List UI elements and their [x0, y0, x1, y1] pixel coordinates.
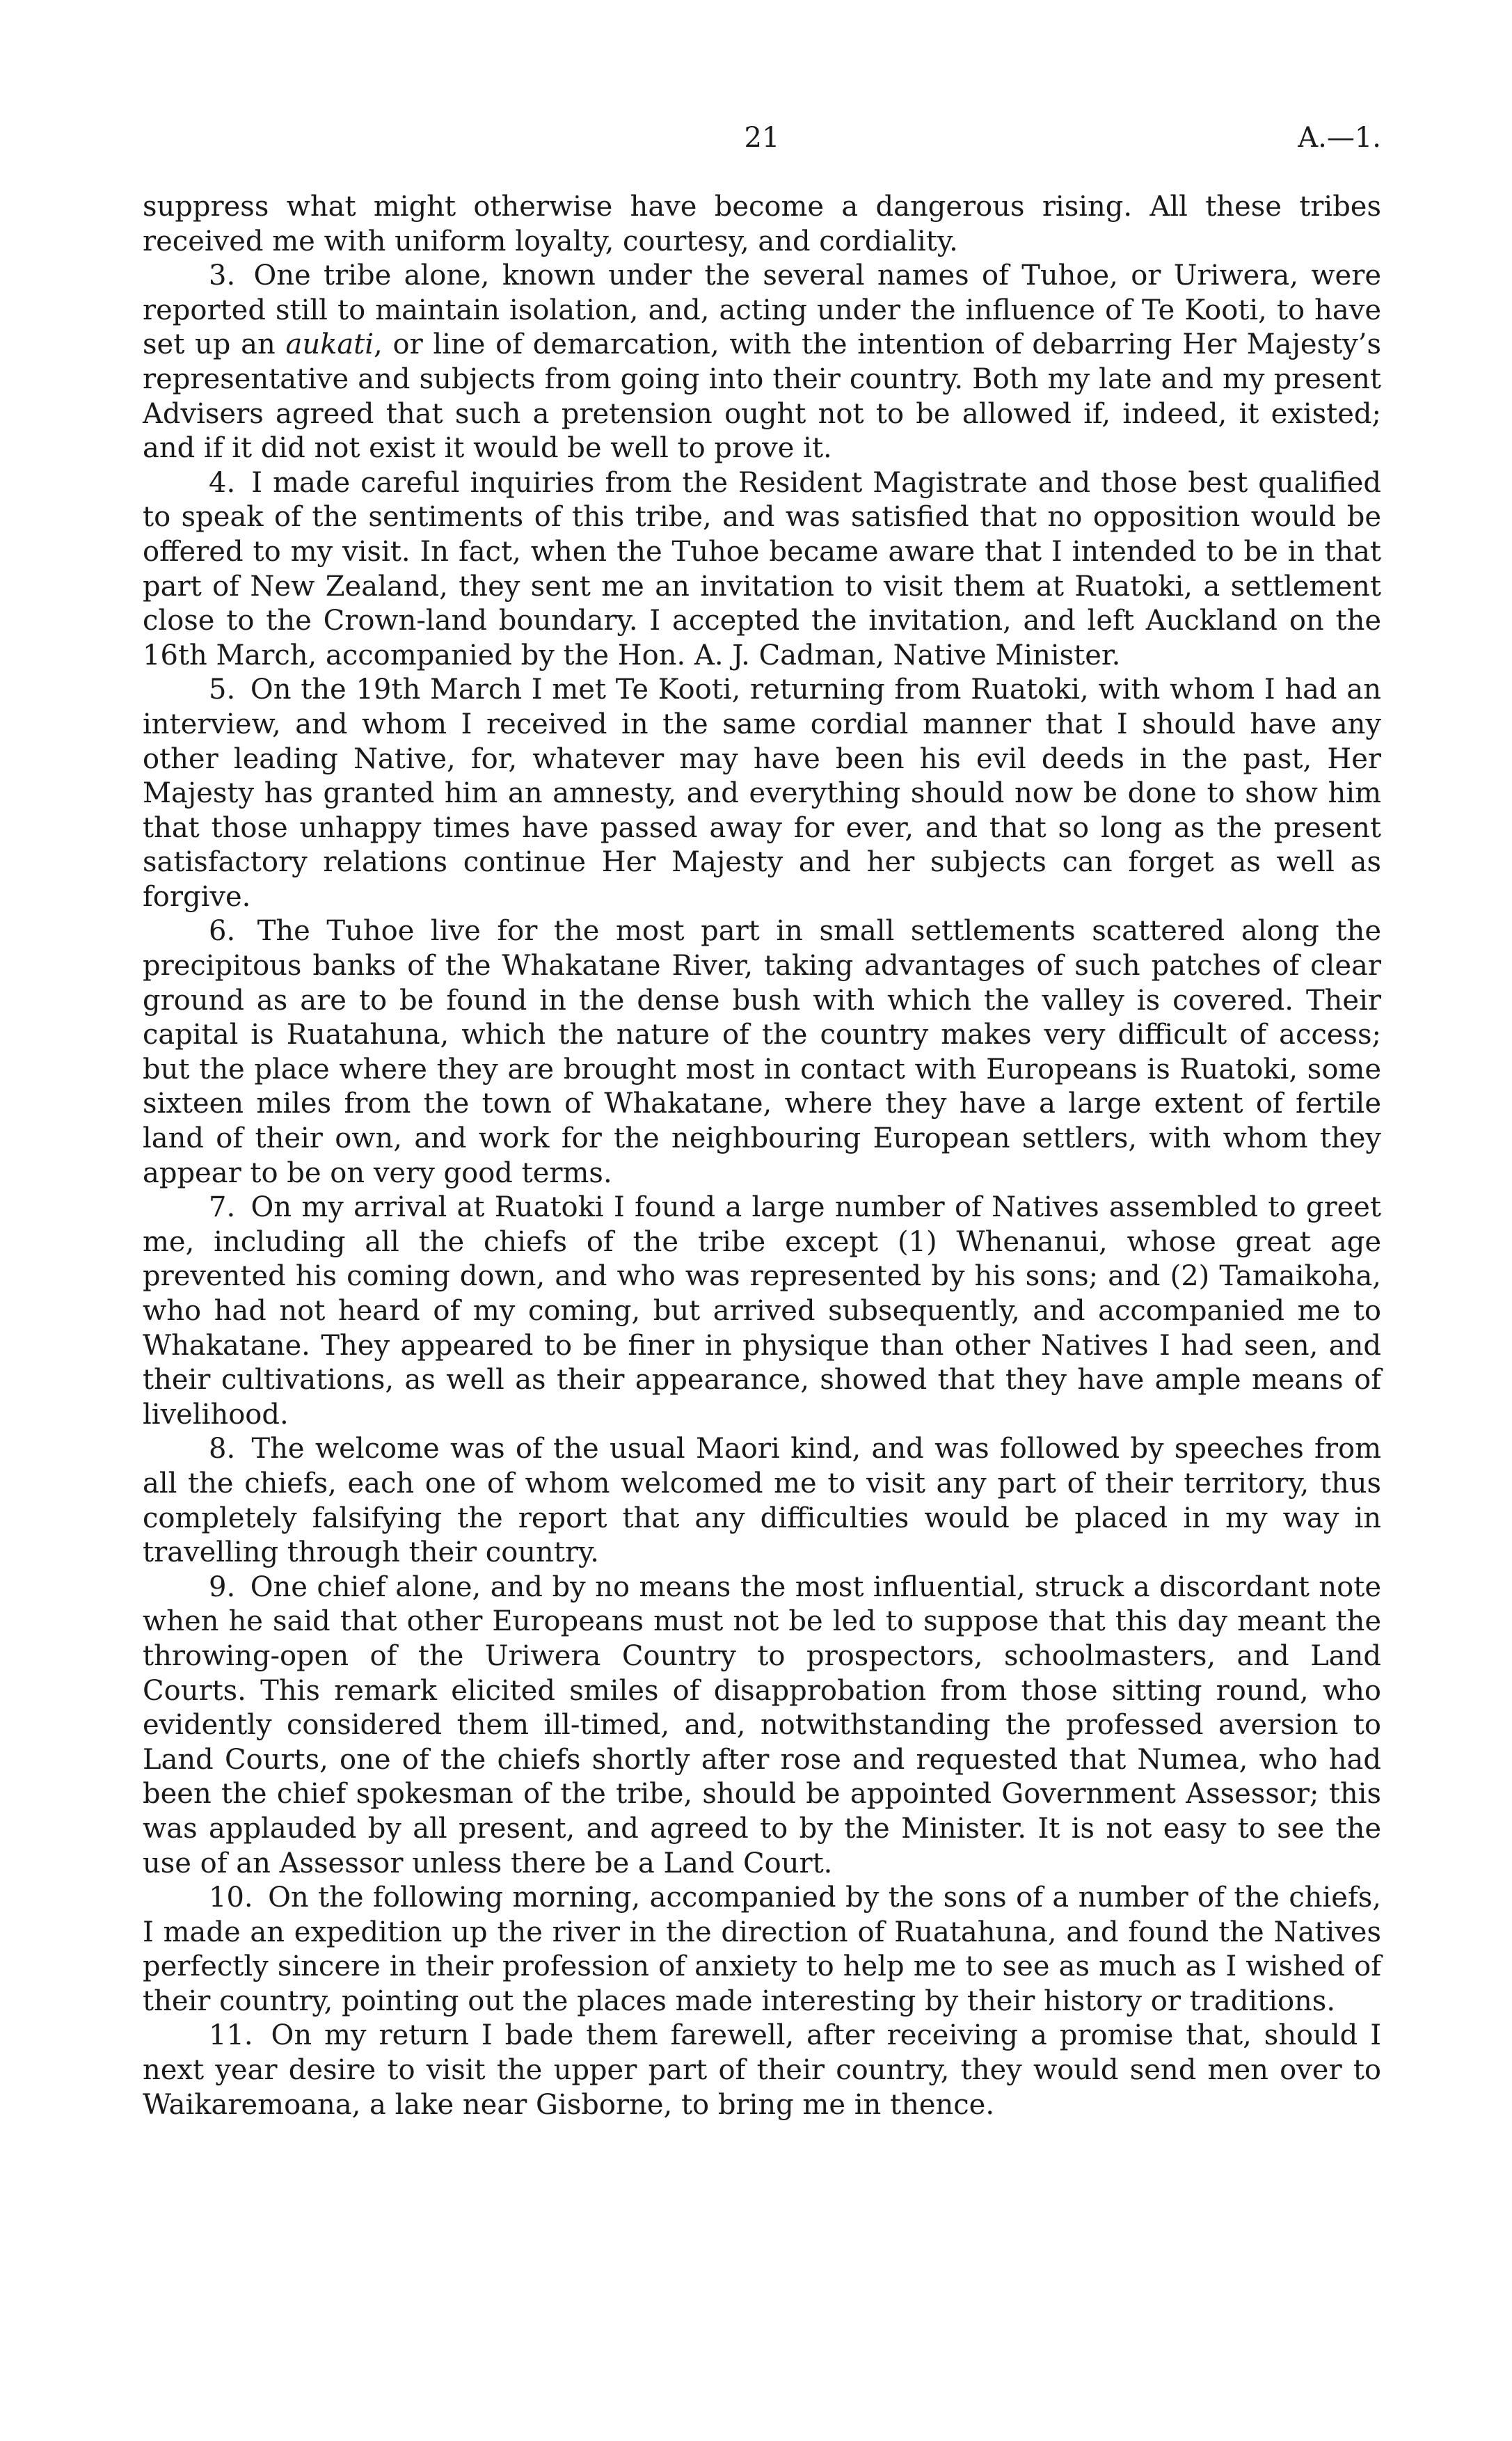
paragraph-text: One chief alone, and by no means the most influential, struck a discordant note when he said that other Europeans must not be led to suppose that this day meant the throwing-open of the Uriwera Country to prospectors, schoolmasters, and Land Courts. This remark elicited smiles of disapprobation from those sitting round, who evidently considered them ill-timed, and, notwithstanding the professed aversion to Land Courts, one of the chiefs shortly after rose and requested that Numea, who had been the chief spokesman of the tribe, should be appointed Government Assessor; this was applauded by all present, and agreed to by the Minister. It is not easy to see the use of an Assessor unless there be a Land Court. [143, 1571, 1381, 1879]
body-text [143, 190, 1381, 2122]
page-header [143, 117, 1381, 159]
paragraph-number: 3. [209, 260, 248, 292]
paragraph-text: On my return I bade them farewell, after receiving a promise that, should I next year desire to visit the upper part of their country, they would send men over to Waikaremoana, a lake near Gisborne, to bring me in thence. [143, 2019, 1381, 2121]
paragraph [143, 466, 1381, 674]
document-reference: A.—1. [1298, 122, 1381, 154]
paragraph-number: 6. [209, 915, 252, 948]
paragraph-number: 4. [209, 466, 246, 499]
paragraph [143, 914, 1381, 1191]
paragraph-text: , or line of demarcation, with the intention of debarring Her Majesty’s representative and subjects from going into their country. Both my late and my present Advisers agreed that such a pretension ought not to be allowed if, indeed, it existed; and if it did not exist it would be well to prove it. [143, 328, 1381, 465]
paragraph-text: One tribe alone, known under the several names of Tuhoe, or Uriwera, were reported still to maintain isolation, and, acting under the influence of Te Kooti, to have set up an [143, 260, 1381, 361]
paragraph [143, 1571, 1381, 1881]
paragraph [143, 1191, 1381, 1432]
paragraph-text: On the following morning, accompanied by the sons of a number of the chiefs, I made an expedition up the river in the direction of Ruatahuna, and found the Natives perfectly sincere in their profession of anxiety to help me to see as much as I wished of their country, pointing out the places made interesting by their history or traditions. [143, 1882, 1382, 2017]
italic-term: aukati [285, 328, 374, 361]
paragraph-number: 5. [209, 674, 245, 706]
paragraph-number: 9. [209, 1571, 245, 1603]
paragraph-text: The Tuhoe live for the most part in small settlements scattered along the precipitous banks of the Whakatane River, taking advantages of such patches of clear ground as are to be found in the dense bush with which the valley is covered. Their capital is Ruatahuna, which the nature of the country makes very difficult of access; but the place where they are brought most in contact with Europeans is Ruatoki, some sixteen miles from the town of Whakatane, where they have a large extent of fertile land of their own, and work for the neighbouring European settlers, with whom they appear to be on very good terms. [143, 915, 1381, 1189]
paragraph [143, 259, 1381, 466]
paragraph [143, 1881, 1381, 2019]
paragraph-number: 7. [209, 1191, 246, 1224]
paragraph-text: On the 19th March I met Te Kooti, returning from Ruatoki, with whom I had an interview, and whom I received in the same cordial manner that I should have any other leading Native, for, whatever may have been his evil deeds in the past, Her Majesty has granted him an amnesty, and everything should now be done to show him that those unhappy times have passed away for ever, and that so long as the present satisfactory relations continue Her Majesty and her subjects can forget as well as forgive. [143, 674, 1381, 913]
page-number: 21 [744, 122, 780, 154]
paragraph [143, 1432, 1381, 1570]
paragraph [143, 190, 1381, 259]
paragraph-number: 10. [209, 1882, 263, 1914]
paragraph-number: 11. [209, 2019, 266, 2052]
paragraph-text: The welcome was of the usual Maori kind, and was followed by speeches from all the chiefs, each one of whom welcomed me to visit any part of their territory, thus completely falsifying the report that any difficulties would be placed in my way in travelling through their country. [143, 1433, 1381, 1569]
paragraph [143, 673, 1381, 914]
paragraph-text: On my arrival at Ruatoki I found a large number of Natives assembled to greet me, including all the chiefs of the tribe except (1) Whenanui, whose great age prevented his coming down, and who was represented by his sons; and (2) Tamaikoha, who had not heard of my coming, but arrived subsequently, and accompanied me to Whakatane. They appeared to be finer in physique than other Natives I had seen, and their cultivations, as well as their appearance, showed that they have ample means of livelihood. [143, 1191, 1381, 1431]
paragraph [143, 2019, 1381, 2122]
paragraph-number: 8. [209, 1433, 246, 1465]
paragraph-text: I made careful inquiries from the Resident Magistrate and those best qualified to speak of the sentiments of this tribe, and was satisfied that no opposition would be offered to my visit. In fact, when the Tuhoe became aware that I intended to be in that part of New Zealand, they sent me an invitation to visit them at Ruatoki, a settlement close to the Crown-land boundary. I accepted the invitation, and left Auckland on the 16th March, accompanied by the Hon. A. J. Cadman, Native Minister. [143, 466, 1381, 671]
paragraph-text: suppress what might otherwise have become a dangerous rising. All these tribes received me with uniform loyalty, courtesy, and cordiality. [143, 191, 1381, 257]
